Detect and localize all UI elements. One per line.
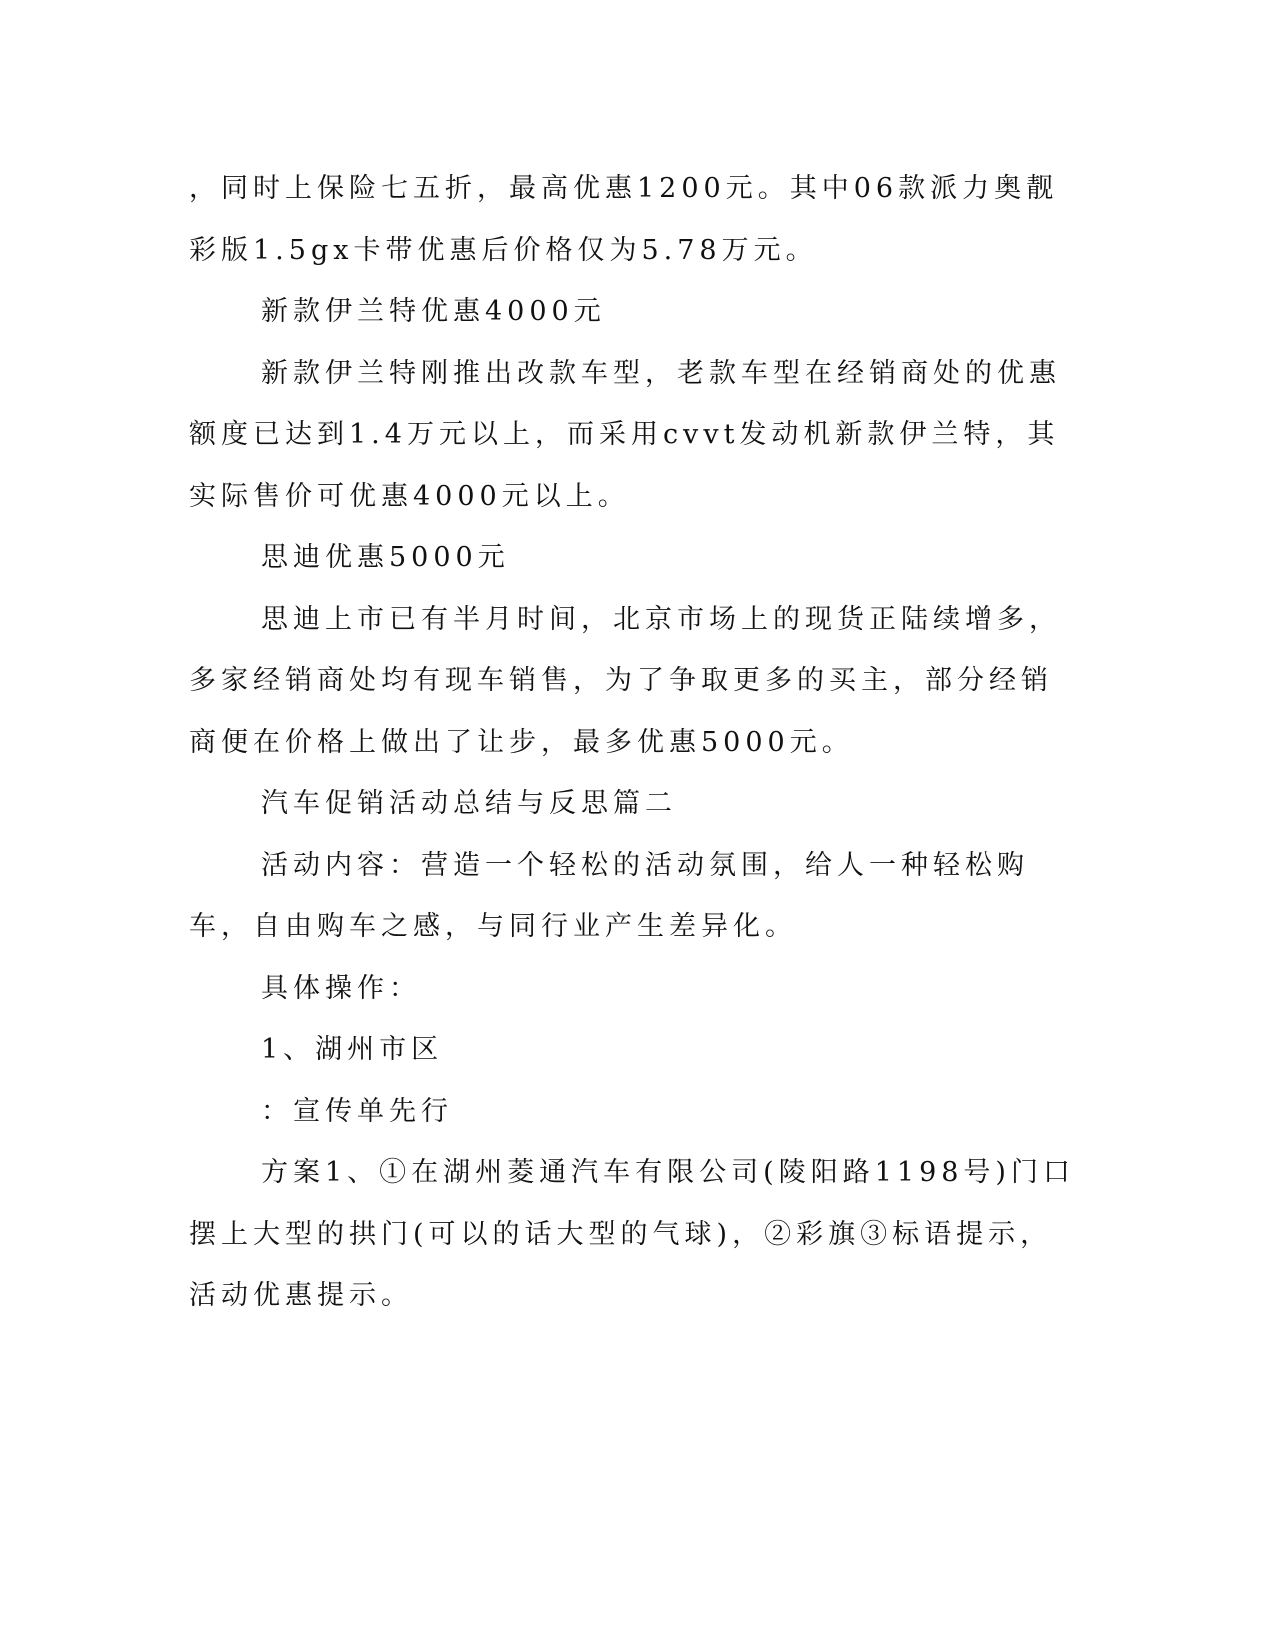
heading-specific-operations: 具体操作： [261, 972, 421, 1004]
list-item-huzhou-city: 1、湖州市区 [261, 1034, 444, 1065]
paragraph-activity-content: 活动内容：营造一个轻松的活动氛围，给人一种轻松购车，自由购车之感，与同行业产生差异化。 [189, 849, 1029, 942]
document-body [189, 158, 1084, 1327]
paragraph-plan-one: 方案1、①在湖州菱通汽车有限公司(陵阳路1198号)门口摆上大型的拱门(可以的话大型的气球)，②彩旗③标语提示，活动优惠提示。 [189, 1157, 1075, 1311]
paragraph-continuation: ，同时上保险七五折，最高优惠1200元。其中06款派力奥靓彩版1.5gx卡带优惠后价格仅为5.78万元。 [189, 173, 1059, 266]
list-item-flyers-first: ：宣传单先行 [261, 1095, 453, 1127]
paragraph-sidi: 思迪上市已有半月时间，北京市场上的现货正陆续增多，多家经销商处均有现车销售，为了争取更多的买主，部分经销商便在价格上做出了让步，最多优惠5000元。 [189, 603, 1061, 758]
heading-sidi-discount: 思迪优惠5000元 [261, 542, 510, 573]
heading-elantra-discount: 新款伊兰特优惠4000元 [261, 296, 606, 327]
paragraph-elantra: 新款伊兰特刚推出改款车型，老款车型在经销商处的优惠额度已达到1.4万元以上，而采用cvvt发动机新款伊兰特，其实际售价可优惠4000元以上。 [189, 357, 1061, 512]
section-title-part-two: 汽车促销活动总结与反思篇二 [261, 788, 677, 819]
